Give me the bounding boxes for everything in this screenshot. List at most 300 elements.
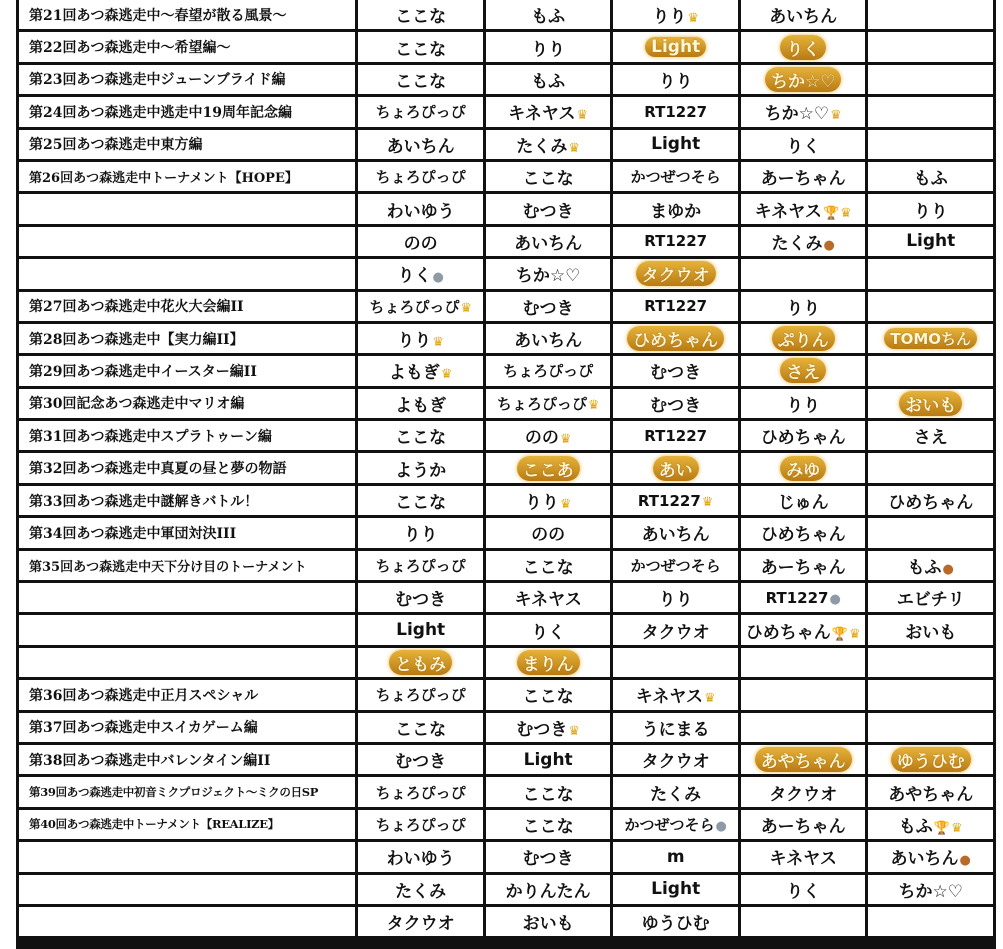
participant-cell xyxy=(741,777,869,809)
crown-icon: ♛ xyxy=(687,11,699,27)
participant-cell xyxy=(868,292,996,324)
participant-name: キネヤス xyxy=(754,201,822,222)
participant-cell xyxy=(613,745,741,777)
participant-name: わいゆう xyxy=(386,201,455,222)
participant-name: かつぜつそら xyxy=(624,815,715,834)
episode-title: 第29回あつ森逃走中イースター編II xyxy=(16,356,358,388)
participant-name: ひめちゃん xyxy=(760,428,846,449)
participant-cell xyxy=(613,227,741,259)
participant-cell xyxy=(613,421,741,453)
participant-cell xyxy=(613,0,741,32)
participant-name: むつき xyxy=(522,849,574,870)
participant-cell xyxy=(486,130,614,162)
participant-name: ひめちゃん xyxy=(745,622,831,643)
table-row xyxy=(16,907,996,939)
table-row xyxy=(16,227,996,259)
crown-icon: ♛ xyxy=(440,367,453,383)
participant-name: りり xyxy=(786,395,821,416)
participant-cell xyxy=(486,32,614,64)
participant-cell xyxy=(486,777,614,809)
participant-cell xyxy=(358,875,486,907)
participant-cell xyxy=(613,453,741,485)
episode-title: 第33回あつ森逃走中謎解きバトル！ xyxy=(16,486,358,518)
participant-cell xyxy=(613,583,741,615)
participant-cell xyxy=(358,777,486,809)
participant-cell xyxy=(613,194,741,226)
participant-cell xyxy=(741,65,869,97)
highlighted-participant-name: りく xyxy=(780,35,826,60)
silver-medal-icon: ● xyxy=(829,591,841,607)
participant-cell xyxy=(358,389,486,421)
participant-cell xyxy=(613,324,741,356)
episode-title: 第21回あつ森逃走中〜春望が散る風景〜 xyxy=(16,0,358,32)
participant-cell xyxy=(358,907,486,939)
participant-name: キネヤス xyxy=(508,104,576,125)
participant-cell xyxy=(868,551,996,583)
participant-cell xyxy=(868,97,996,129)
table-row xyxy=(16,745,996,777)
participant-name: ここな xyxy=(522,784,574,805)
participant-cell xyxy=(868,680,996,712)
participant-cell xyxy=(358,0,486,32)
episode-title: 第38回あつ森逃走中バレンタイン編II xyxy=(16,745,358,777)
trophy-icon: 🏆 xyxy=(831,626,848,642)
participant-cell xyxy=(868,32,996,64)
crown-icon: ♛ xyxy=(830,108,842,124)
participant-cell xyxy=(741,292,869,324)
participant-name: ゆうひむ xyxy=(641,914,710,935)
participant-cell xyxy=(868,259,996,291)
participant-cell xyxy=(868,0,996,32)
crown-icon: ♛ xyxy=(559,497,572,513)
participant-name: のの xyxy=(403,233,438,254)
participant-name: ちか☆♡ xyxy=(764,104,830,125)
participant-cell xyxy=(358,615,486,647)
table-row xyxy=(16,713,996,745)
episode-title: 第27回あつ森逃走中花火大会編II xyxy=(16,292,358,324)
participant-cell xyxy=(358,292,486,324)
participant-cell xyxy=(358,551,486,583)
episode-title xyxy=(16,875,358,907)
table-row xyxy=(16,0,996,32)
participant-cell xyxy=(868,713,996,745)
participant-name: RT1227 xyxy=(637,491,701,510)
participant-name: あいちん xyxy=(890,849,959,870)
table-row xyxy=(16,842,996,874)
crown-icon: ♛ xyxy=(576,108,589,124)
table-row xyxy=(16,130,996,162)
participant-cell xyxy=(868,356,996,388)
participant-name: もふ xyxy=(531,71,566,92)
participant-cell xyxy=(358,259,486,291)
episode-title: 第30回記念あつ森逃走中マリオ編 xyxy=(16,389,358,421)
participant-name: りり xyxy=(397,331,432,352)
participant-cell xyxy=(613,615,741,647)
participant-cell xyxy=(358,486,486,518)
highlighted-participant-name: さえ xyxy=(780,358,826,383)
participant-cell xyxy=(741,421,869,453)
participant-name: りり xyxy=(531,39,566,60)
participant-name: ひめちゃん xyxy=(888,493,974,514)
participant-cell xyxy=(868,777,996,809)
participant-name: タクウオ xyxy=(769,784,838,805)
participant-name: あやちゃん xyxy=(888,784,974,805)
crown-icon: ♛ xyxy=(848,626,861,642)
episode-title xyxy=(16,194,358,226)
participant-name: キネヤス xyxy=(769,849,837,870)
episode-title: 第24回あつ森逃走中逃走中19周年記念編 xyxy=(16,97,358,129)
participant-name: じゅん xyxy=(777,493,829,514)
participant-cell xyxy=(486,713,614,745)
participant-name: ここな xyxy=(522,816,574,837)
participant-name: RT1227 xyxy=(765,588,829,607)
participant-name: ちょろぴっぴ xyxy=(375,556,466,575)
highlighted-participant-name: ひめちゃん xyxy=(627,326,724,351)
participant-cell xyxy=(486,259,614,291)
participant-name: ここな xyxy=(395,428,447,449)
participant-name: むつき xyxy=(395,752,447,773)
participant-cell xyxy=(358,421,486,453)
silver-medal-icon: ● xyxy=(432,270,444,286)
participant-cell xyxy=(613,777,741,809)
episode-title: 第35回あつ森逃走中天下分け目のトーナメント xyxy=(16,551,358,583)
crown-icon: ♛ xyxy=(704,691,716,707)
participant-name: もふ xyxy=(907,557,942,578)
highlighted-participant-name: ぷりん xyxy=(772,326,835,351)
participant-name: もふ xyxy=(898,816,933,837)
participant-name: あーちゃん xyxy=(760,816,846,837)
highlighted-participant-name: あやちゃん xyxy=(755,747,852,772)
participant-name: ちょろぴっぴ xyxy=(369,297,460,316)
participant-name: あいちん xyxy=(514,331,583,352)
participant-cell xyxy=(741,713,869,745)
table-row xyxy=(16,421,996,453)
participant-cell xyxy=(613,65,741,97)
table-row xyxy=(16,551,996,583)
participant-name: ちょろぴっぴ xyxy=(375,815,466,834)
participant-name: RT1227 xyxy=(644,232,708,251)
bronze-medal-icon: ● xyxy=(942,561,954,577)
participant-cell xyxy=(486,97,614,129)
participant-cell xyxy=(613,551,741,583)
table-row xyxy=(16,32,996,64)
participant-cell xyxy=(613,680,741,712)
episode-title xyxy=(16,648,358,680)
participant-cell xyxy=(358,680,486,712)
participant-cell xyxy=(486,518,614,550)
crown-icon: ♛ xyxy=(559,432,572,448)
participant-name: ようか xyxy=(395,460,447,481)
participant-name: かつぜつそら xyxy=(630,556,721,575)
participant-name: ちょろぴっぴ xyxy=(375,168,466,187)
participant-name: ここな xyxy=(395,7,447,28)
participant-cell xyxy=(613,518,741,550)
participant-cell xyxy=(868,421,996,453)
table-row xyxy=(16,194,996,226)
participant-cell xyxy=(486,486,614,518)
participant-name: ここな xyxy=(395,71,447,92)
participant-cell xyxy=(358,518,486,550)
participant-name: わいゆう xyxy=(386,849,455,870)
participant-name: ちょろぴっぴ xyxy=(503,362,594,381)
participant-name: m xyxy=(666,846,685,867)
participant-cell xyxy=(613,259,741,291)
participant-name: たくみ xyxy=(516,136,568,157)
participant-name: タクウオ xyxy=(641,622,710,643)
participant-cell xyxy=(868,615,996,647)
highlighted-participant-name: みゆ xyxy=(780,456,826,481)
participant-name: おいも xyxy=(905,622,957,643)
episode-title: 第36回あつ森逃走中正月スペシャル xyxy=(16,680,358,712)
crown-icon: ♛ xyxy=(840,205,852,221)
participant-name: あいちん xyxy=(386,136,455,157)
participant-cell xyxy=(486,194,614,226)
participant-name: Light xyxy=(651,879,701,900)
episode-title: 第32回あつ森逃走中真夏の昼と夢の物語 xyxy=(16,453,358,485)
participant-cell xyxy=(486,292,614,324)
participant-cell xyxy=(486,389,614,421)
participant-cell xyxy=(741,32,869,64)
participant-name: うにまる xyxy=(641,719,710,740)
participant-name: ちか☆♡ xyxy=(515,266,581,287)
participant-cell xyxy=(741,194,869,226)
participant-cell xyxy=(486,745,614,777)
table-row xyxy=(16,389,996,421)
participant-cell xyxy=(486,648,614,680)
participant-cell xyxy=(358,162,486,194)
participant-cell xyxy=(486,875,614,907)
table-row xyxy=(16,292,996,324)
participant-cell xyxy=(868,875,996,907)
participant-cell xyxy=(868,518,996,550)
participant-cell xyxy=(358,32,486,64)
participant-cell xyxy=(741,356,869,388)
participant-cell xyxy=(613,356,741,388)
participant-cell xyxy=(868,130,996,162)
participant-name: よもぎ xyxy=(388,363,440,384)
episode-title: 第23回あつ森逃走中ジューンブライド編 xyxy=(16,65,358,97)
bronze-medal-icon: ● xyxy=(959,853,971,869)
episode-title: 第34回あつ森逃走中軍団対決III xyxy=(16,518,358,550)
participant-name: よもぎ xyxy=(395,395,447,416)
highlighted-participant-name: まりん xyxy=(517,650,580,675)
participant-name: りく xyxy=(786,136,821,157)
table-row xyxy=(16,453,996,485)
participant-name: ちょろぴっぴ xyxy=(496,394,587,413)
trophy-icon: 🏆 xyxy=(822,205,840,221)
participant-name: むつき xyxy=(395,590,447,611)
participant-name: あいちん xyxy=(641,525,710,546)
table-row xyxy=(16,680,996,712)
participant-cell xyxy=(358,745,486,777)
participant-cell xyxy=(741,615,869,647)
participant-name: むつき xyxy=(516,719,568,740)
participant-name: りり xyxy=(524,493,559,514)
participant-name: あーちゃん xyxy=(760,557,846,578)
participant-cell xyxy=(358,65,486,97)
participant-cell xyxy=(486,162,614,194)
participant-name: むつき xyxy=(650,363,702,384)
crown-icon: ♛ xyxy=(568,140,580,156)
participant-cell xyxy=(868,648,996,680)
participant-name: ちょろぴっぴ xyxy=(375,783,466,802)
participant-name: あーちゃん xyxy=(760,169,846,190)
participant-name: RT1227 xyxy=(644,102,708,121)
episode-title xyxy=(16,259,358,291)
participant-cell xyxy=(741,842,869,874)
participant-cell xyxy=(486,583,614,615)
participant-cell xyxy=(741,324,869,356)
participant-cell xyxy=(613,648,741,680)
participant-name: キネヤス xyxy=(514,590,582,611)
episode-title xyxy=(16,583,358,615)
table-row xyxy=(16,875,996,907)
participant-name: りり xyxy=(652,7,687,28)
participant-name: ここな xyxy=(522,169,574,190)
results-table-body xyxy=(16,0,996,939)
participant-cell xyxy=(613,97,741,129)
highlighted-participant-name: おいも xyxy=(899,391,962,416)
participant-cell xyxy=(486,65,614,97)
participant-cell xyxy=(741,875,869,907)
participant-cell xyxy=(486,680,614,712)
participant-cell xyxy=(486,810,614,842)
participant-cell xyxy=(741,97,869,129)
table-row xyxy=(16,356,996,388)
participant-cell xyxy=(486,324,614,356)
trophy-icon: 🏆 xyxy=(933,820,950,836)
participant-cell xyxy=(868,162,996,194)
participant-name: おいも xyxy=(522,914,574,935)
highlighted-participant-name: ともみ xyxy=(389,650,452,675)
participant-cell xyxy=(741,907,869,939)
table-row xyxy=(16,259,996,291)
participant-name: りり xyxy=(913,201,948,222)
participant-cell xyxy=(868,65,996,97)
participant-cell xyxy=(358,324,486,356)
episode-title: 第26回あつ森逃走中トーナメント【HOPE】 xyxy=(16,162,358,194)
participant-cell xyxy=(358,810,486,842)
participant-name: RT1227 xyxy=(644,426,708,445)
episode-title: 第39回あつ森逃走中初音ミクプロジェクト〜ミクの日SP xyxy=(16,777,358,809)
participant-name: むつき xyxy=(650,395,702,416)
highlighted-participant-name: ちか☆♡ xyxy=(765,67,841,92)
participant-cell xyxy=(358,648,486,680)
participant-cell xyxy=(358,583,486,615)
participant-cell xyxy=(613,810,741,842)
table-row xyxy=(16,518,996,550)
participant-name: かつぜつそら xyxy=(630,168,721,187)
episode-title: 第31回あつ森逃走中スプラトゥーン編 xyxy=(16,421,358,453)
participant-cell xyxy=(868,194,996,226)
table-row xyxy=(16,583,996,615)
participant-cell xyxy=(486,907,614,939)
participant-name: ここな xyxy=(522,687,574,708)
participant-name: ここな xyxy=(395,39,447,60)
episode-title: 第28回あつ森逃走中【実力編II】 xyxy=(16,324,358,356)
episode-title xyxy=(16,615,358,647)
participant-cell xyxy=(486,0,614,32)
participant-name: むつき xyxy=(522,298,574,319)
participant-cell xyxy=(486,842,614,874)
participant-cell xyxy=(741,810,869,842)
highlighted-participant-name: タクウオ xyxy=(636,261,716,286)
participant-cell xyxy=(613,842,741,874)
table-row xyxy=(16,486,996,518)
participant-cell xyxy=(741,162,869,194)
participant-cell xyxy=(613,875,741,907)
participant-name: Light xyxy=(651,134,701,155)
episode-title xyxy=(16,907,358,939)
participant-cell xyxy=(358,130,486,162)
table-row xyxy=(16,162,996,194)
crown-icon: ♛ xyxy=(950,820,963,836)
participant-cell xyxy=(741,583,869,615)
participant-name: もふ xyxy=(531,7,566,28)
participant-cell xyxy=(741,259,869,291)
highlighted-participant-name: Light xyxy=(645,37,706,57)
participant-cell xyxy=(741,227,869,259)
bronze-medal-icon: ● xyxy=(823,237,835,253)
participant-name: ここな xyxy=(522,557,574,578)
episode-title xyxy=(16,842,358,874)
participant-name: ここな xyxy=(395,719,447,740)
participant-cell xyxy=(868,810,996,842)
participant-name: りり xyxy=(403,525,438,546)
participant-name: たくみ xyxy=(650,784,702,805)
participant-cell xyxy=(358,97,486,129)
participant-cell xyxy=(868,842,996,874)
table-row xyxy=(16,648,996,680)
table-row xyxy=(16,65,996,97)
participant-cell xyxy=(486,227,614,259)
participant-cell xyxy=(358,453,486,485)
participant-cell xyxy=(486,551,614,583)
participant-name: りり xyxy=(658,590,693,611)
participant-cell xyxy=(613,162,741,194)
results-table xyxy=(16,0,996,939)
participant-name: りく xyxy=(397,266,432,287)
crown-icon: ♛ xyxy=(460,300,472,316)
participant-cell xyxy=(868,745,996,777)
participant-name: Light xyxy=(523,749,573,770)
episode-title: 第22回あつ森逃走中〜希望編〜 xyxy=(16,32,358,64)
crown-icon: ♛ xyxy=(701,494,714,510)
participant-name: のの xyxy=(524,428,559,449)
table-row xyxy=(16,810,996,842)
participant-cell xyxy=(741,551,869,583)
table-row xyxy=(16,777,996,809)
table-row xyxy=(16,615,996,647)
participant-name: かりんたん xyxy=(505,881,591,902)
participant-cell xyxy=(741,0,869,32)
participant-name: キネヤス xyxy=(635,687,704,708)
participant-cell xyxy=(486,356,614,388)
participant-name: タクウオ xyxy=(386,914,455,935)
participant-cell xyxy=(613,907,741,939)
silver-medal-icon: ● xyxy=(715,818,727,834)
participant-name: さえ xyxy=(913,428,948,449)
participant-name: ちょろぴっぴ xyxy=(375,103,466,122)
participant-cell xyxy=(741,745,869,777)
participant-cell xyxy=(358,842,486,874)
participant-cell xyxy=(868,324,996,356)
participant-name: ここな xyxy=(395,493,447,514)
participant-name: もふ xyxy=(913,169,948,190)
highlighted-participant-name: ここあ xyxy=(517,456,580,481)
highlighted-participant-name: あい xyxy=(653,456,699,481)
participant-cell xyxy=(741,486,869,518)
